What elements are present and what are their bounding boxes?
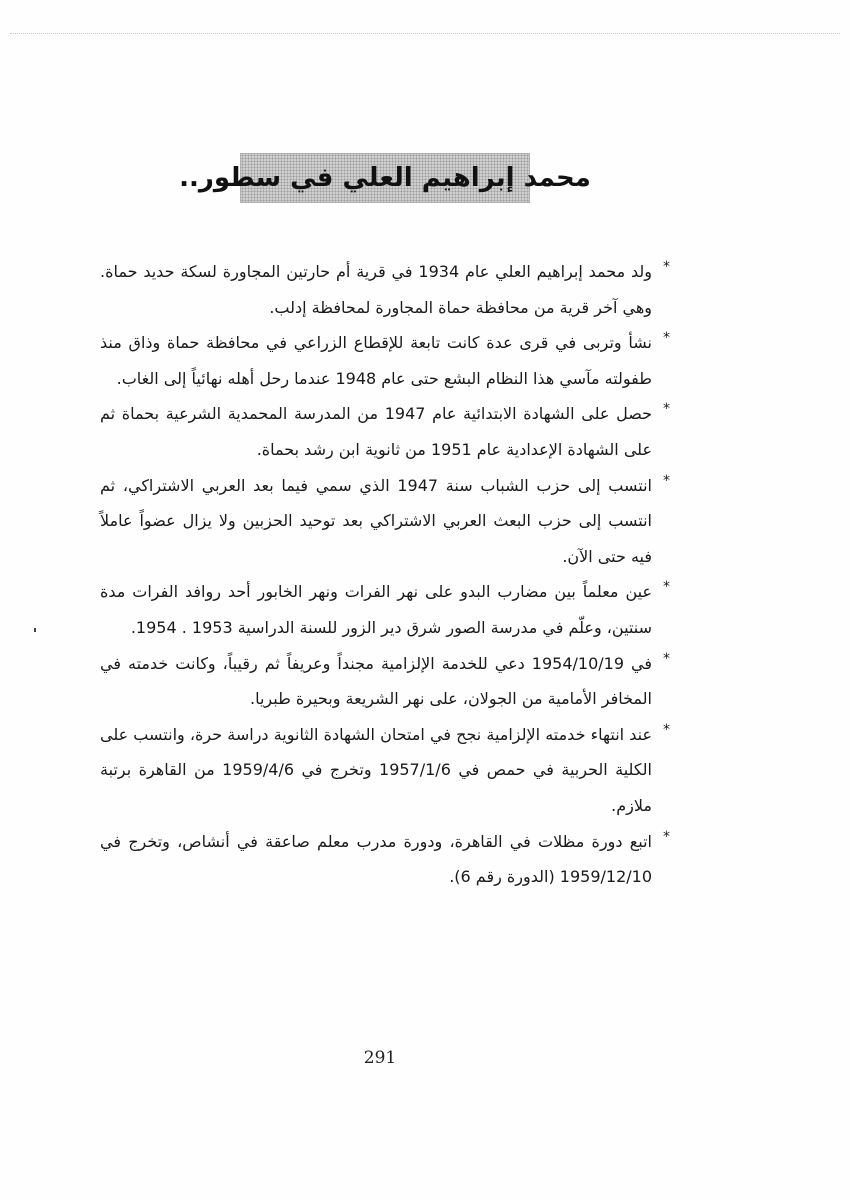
biography-item-text: عين معلماً بين مضارب البدو على نهر الفرات ونهر الخابور أحد روافد الفرات مدة سنتين، وعلّم في مدرسة الصور شرق دير الزور للسنة الدراسية 1953 . 1954.: [100, 582, 652, 637]
biography-item-text: انتسب إلى حزب الشباب سنة 1947 الذي سمي فيما بعد العربي الاشتراكي، ثم انتسب إلى حزب البعث العربي الاشتراكي بعد توحيد الحزبين ولا يزال عضواً عاملاً فيه حتى الآن.: [100, 475, 652, 566]
page-number: 291: [363, 1048, 397, 1068]
bullet-star: *: [663, 579, 670, 596]
biography-item: [100, 468, 670, 575]
bullet-star: *: [663, 828, 670, 845]
bullet-star: *: [663, 259, 670, 275]
bullet-star: *: [663, 401, 670, 418]
biography-item: [100, 396, 670, 467]
margin-mark: [34, 628, 36, 632]
biography-item: [100, 574, 670, 645]
biography-item-text: اتبع دورة مظلات في القاهرة، ودورة مدرب معلم صاعقة في أنشاص، وتخرج في 1959/12/10 (الدورة رقم 6).: [100, 831, 652, 887]
chapter-title: محمد إبراهيم العلي في سطور..: [179, 163, 591, 193]
bullet-star: *: [663, 472, 670, 489]
biography-item-text: نشأ وتربى في قرى عدة كانت تابعة للإقطاع الزراعي في محافظة حماة وذاق منذ طفولته مآسي هذا النظام البشع حتى عام 1948 عندما رحل أهله نهائياً إلى الغاب.: [100, 333, 652, 388]
biography-item: [100, 325, 670, 396]
top-edge-dots: [10, 33, 840, 34]
biography-item-text: ولد محمد إبراهيم العلي عام 1934 في قرية أم حارتين المجاورة لسكة حديد حماة. وهي آخر قرية من محافظة حماة المجاورة لمحافظة إدلب.: [100, 262, 653, 317]
biography-item: [100, 717, 670, 824]
biography-item: [100, 824, 670, 895]
biography-item: [100, 646, 670, 717]
bullet-star: *: [663, 330, 670, 347]
biography-item-text: حصل على الشهادة الابتدائية عام 1947 من المدرسة المحمدية الشرعية بحماة ثم على الشهادة الإعدادية عام 1951 من ثانوية ابن رشد بحماة.: [100, 404, 652, 459]
biography-item: [100, 254, 670, 325]
bullet-star: *: [663, 721, 670, 738]
biography-list: [100, 254, 670, 895]
biography-item-text: في 1954/10/19 دعي للخدمة الإلزامية مجنداً وعريفاً ثم رقيباً، وكانت خدمته في المخافر الأمامية من الجولان، على نهر الشريعة وبحيرة طبريا.: [100, 653, 652, 709]
chapter-title-box: [179, 153, 591, 203]
bullet-star: *: [663, 650, 670, 667]
biography-item-text: عند انتهاء خدمته الإلزامية نجح في امتحان الشهادة الثانوية دراسة حرة، وانتسب على الكلية الحربية في حمص في 1957/1/6 وتخرج في 1959/4/6 من القاهرة برتبة ملازم.: [100, 724, 653, 815]
